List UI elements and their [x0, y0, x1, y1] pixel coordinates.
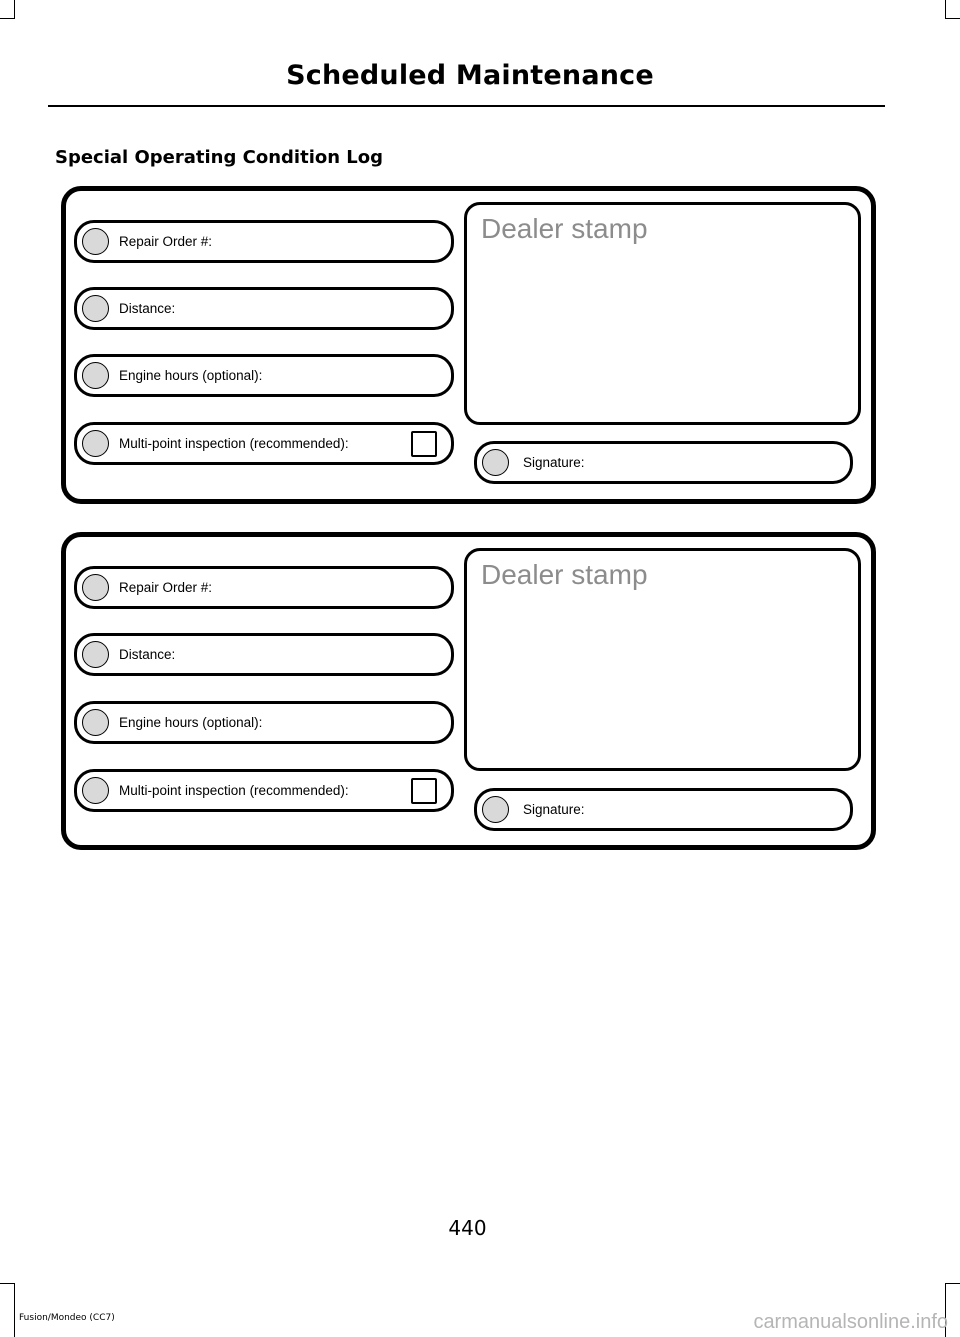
crop-mark [14, 1283, 15, 1337]
section-heading: Special Operating Condition Log [55, 147, 384, 168]
fill-bubble-icon [482, 449, 509, 476]
fill-bubble-icon [82, 430, 109, 457]
engine-hours-field[interactable] [74, 701, 454, 744]
dealer-stamp-label: Dealer stamp [481, 213, 648, 244]
signature-label: Signature: [523, 802, 585, 817]
fill-bubble-icon [82, 295, 109, 322]
repair-order-label: Repair Order #: [119, 580, 213, 595]
watermark: carmanualsonline.info [753, 1311, 948, 1333]
inspection-label: Multi-point inspection (recommended): [119, 436, 349, 451]
fill-bubble-icon [82, 574, 109, 601]
repair-order-label: Repair Order #: [119, 234, 213, 249]
repair-order-field[interactable] [74, 566, 454, 609]
engine-hours-label: Engine hours (optional): [119, 715, 263, 730]
log-entry-card [61, 532, 876, 850]
distance-label: Distance: [119, 647, 176, 662]
engine-hours-field[interactable] [74, 354, 454, 397]
crop-mark [0, 1283, 15, 1284]
fill-bubble-icon [82, 777, 109, 804]
log-entry-card [61, 186, 876, 504]
title-divider [48, 105, 885, 107]
footer-model: Fusion/Mondeo (CC7) [19, 1313, 115, 1323]
fill-bubble-icon [82, 362, 109, 389]
signature-field[interactable] [474, 788, 853, 831]
fill-bubble-icon [482, 796, 509, 823]
inspection-field[interactable] [74, 769, 454, 812]
signature-field[interactable] [474, 441, 853, 484]
distance-label: Distance: [119, 301, 176, 316]
distance-field[interactable] [74, 633, 454, 676]
fill-bubble-icon [82, 641, 109, 668]
inspection-field[interactable] [74, 422, 454, 465]
crop-mark [14, 0, 15, 18]
crop-mark [0, 18, 15, 19]
fill-bubble-icon [82, 709, 109, 736]
engine-hours-label: Engine hours (optional): [119, 368, 263, 383]
dealer-stamp-label: Dealer stamp [481, 559, 648, 590]
page-number: 440 [448, 1216, 487, 1240]
crop-mark [945, 18, 960, 19]
crop-mark [945, 0, 946, 18]
dealer-stamp-box [464, 548, 861, 771]
crop-mark [945, 1283, 960, 1284]
inspection-label: Multi-point inspection (recommended): [119, 783, 349, 798]
page-title: Scheduled Maintenance [286, 60, 654, 91]
inspection-checkbox[interactable] [411, 431, 437, 457]
repair-order-field[interactable] [74, 220, 454, 263]
inspection-checkbox[interactable] [411, 778, 437, 804]
signature-label: Signature: [523, 455, 585, 470]
dealer-stamp-box [464, 202, 861, 425]
fill-bubble-icon [82, 228, 109, 255]
distance-field[interactable] [74, 287, 454, 330]
